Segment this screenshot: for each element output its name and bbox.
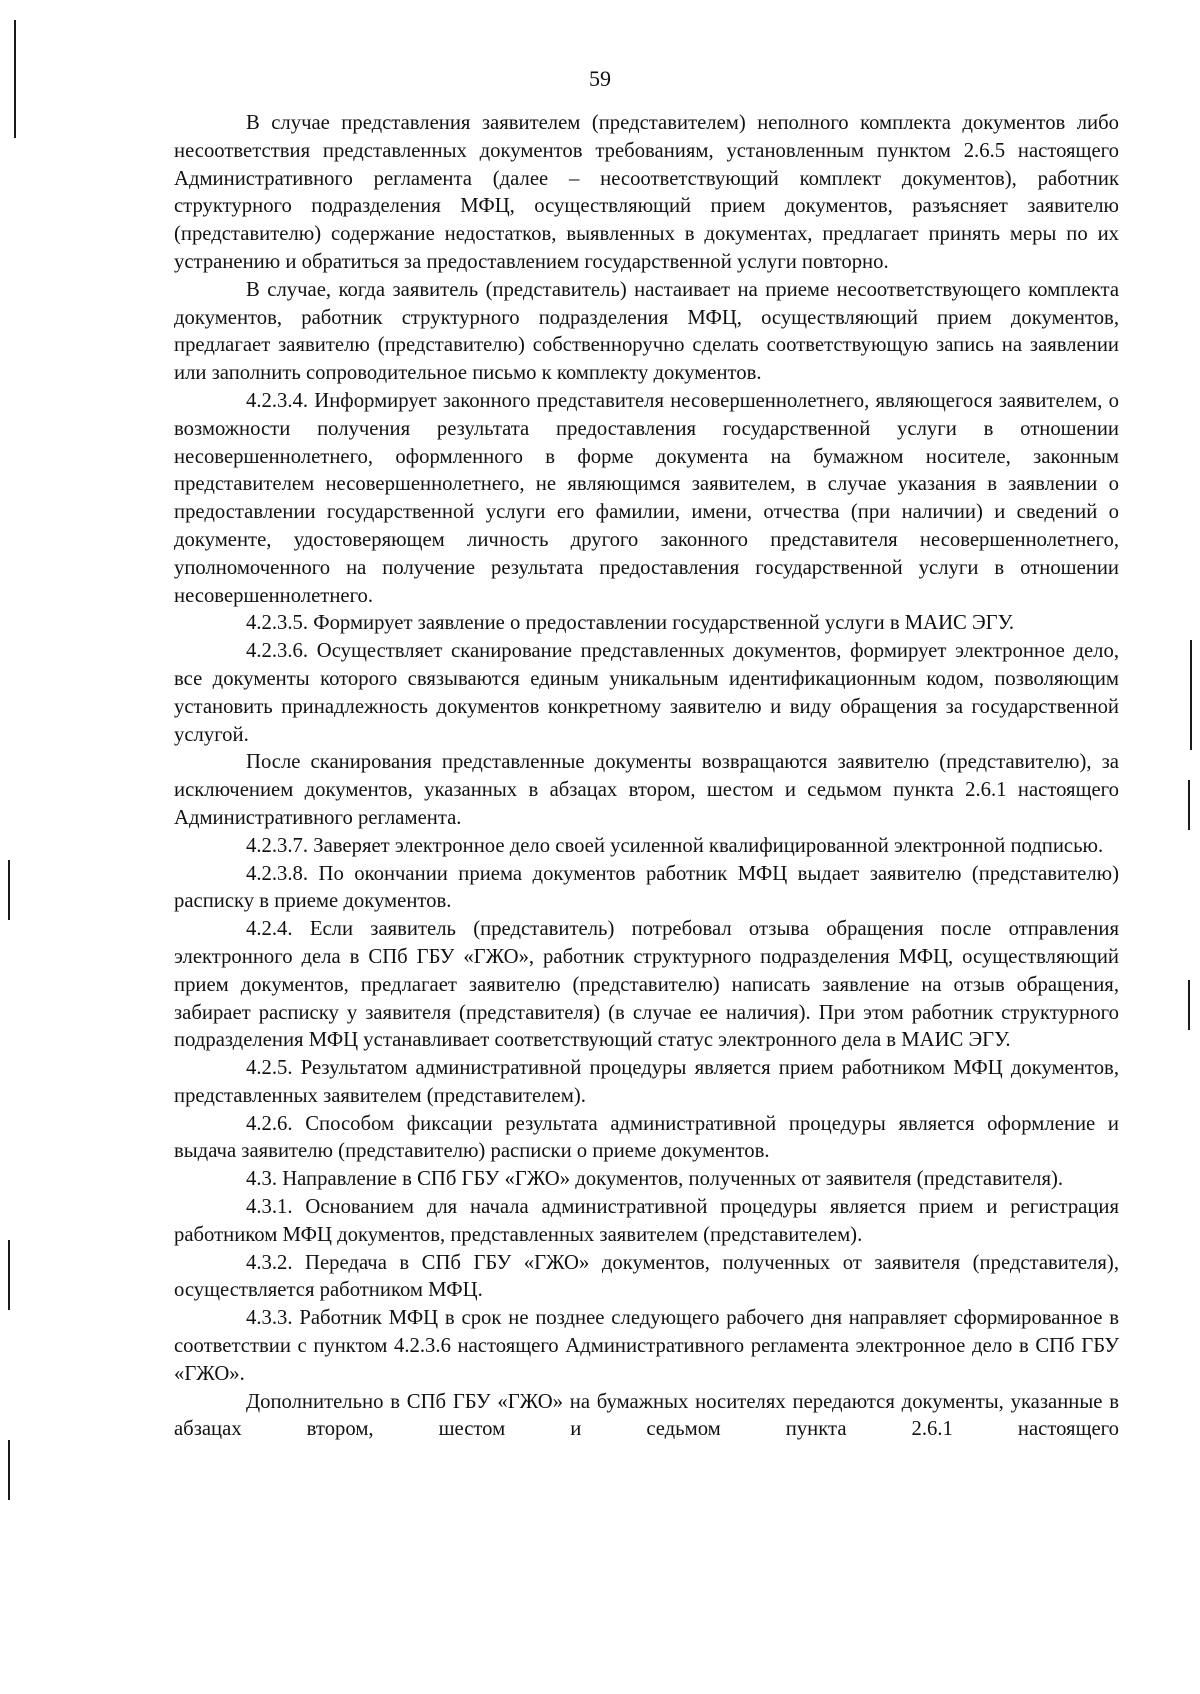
paragraph: 4.2.3.5. Формирует заявление о предоставлении государственной услуги в МАИС ЭГУ. (246, 612, 1015, 635)
paragraph: 4.2.6. Способом фиксации результата административной процедуры является оформление и выдача заявителю (представителю) расписки о приеме документов. (174, 1112, 1119, 1163)
paragraph: 4.2.3.8. По окончании приема документов работник МФЦ выдает заявителю (представителю) расписку в приеме документов. (174, 862, 1119, 913)
scan-artifact-left (8, 860, 10, 920)
scan-artifact-right (1190, 640, 1192, 750)
paragraph: 4.2.3.7. Заверяет электронное дело своей усиленной квалифицированной электронной подписью. (246, 834, 1104, 857)
paragraph: 4.3.2. Передача в СПб ГБУ «ГЖО» документов, полученных от заявителя (представителя), осуществляется работником МФЦ. (174, 1251, 1119, 1302)
scan-artifact-left (8, 1240, 10, 1310)
paragraph: Дополнительно в СПб ГБУ «ГЖО» на бумажных носителях передаются документы, указанные в абзацах втором, шестом и седьмом пункта 2.6.1 настоящего (174, 1390, 1119, 1441)
paragraph: В случае, когда заявитель (представитель) настаивает на приеме несоответствующего комплекта документов, работник структурного подразделения МФЦ, осуществляющий прием документов, предлагает заявителю (представителю) собственноручно сделать соответствующую запись на заявлении или заполнить сопроводительное письмо к комплекту документов. (174, 278, 1119, 385)
paragraph: 4.2.3.4. Информирует законного представителя несовершеннолетнего, являющегося заявителем, о возможности получения результата предоставления государственной услуги в отношении несовершеннолетнего, оформленного в форме документа на бумажном носителе, законным представителем несовершеннолетнего, не являющимся заявителем, в случае указания в заявлении о предоставлении государственной услуги его фамилии, имени, отчества (при наличии) и сведений о документе, удостоверяющем личность другого законного представителя несовершеннолетнего, уполномоченного на получение результата предоставления государственной услуги в отношении несовершеннолетнего. (174, 389, 1119, 607)
paragraph: 4.3.1. Основанием для начала административной процедуры является прием и регистрация работником МФЦ документов, представленных заявителем (представителем). (174, 1196, 1119, 1246)
scan-artifact-right (1188, 780, 1190, 830)
paragraph: 4.2.5. Результатом административной процедуры является прием работником МФЦ документов, представленных заявителем (представителем). (174, 1057, 1119, 1107)
paragraph: 4.2.3.6. Осуществляет сканирование представленных документов, формирует электронное дело, все документы которого связываются единым уникальным идентификационным кодом, позволяющим установить принадлежность документов конкретному заявителю и виду обращения за государственной услугой. (174, 640, 1119, 746)
scan-artifact-right (1188, 980, 1190, 1030)
page-number: 59 (589, 66, 611, 91)
paragraph: 4.2.4. Если заявитель (представитель) потребовал отзыва обращения после отправления электронного дела в СПб ГБУ «ГЖО», работник структурного подразделения МФЦ, осуществляющий прием документов, предлагает заявителю (представителю) написать заявление на отзыв обращения, забирает расписку у заявителя (представителя) (в случае ее наличия). При этом работник структурного подразделения МФЦ устанавливает соответствующий статус электронного дела в МАИС ЭГУ. (174, 918, 1119, 1052)
paragraph: После сканирования представленные документы возвращаются заявителю (представителю), за исключением документов, указанных в абзацах втором, шестом и седьмом пункта 2.6.1 настоящего Административного регламента. (174, 751, 1119, 829)
scan-artifact-left (8, 1440, 10, 1500)
paragraph: 4.3.3. Работник МФЦ в срок не позднее следующего рабочего дня направляет сформированное в соответствии с пунктом 4.2.3.6 настоящего Административного регламента электронное дело в СПб ГБУ «ГЖО». (174, 1307, 1119, 1385)
paragraph: 4.3. Направление в СПб ГБУ «ГЖО» документов, полученных от заявителя (представителя). (246, 1168, 1064, 1191)
document-body (174, 110, 1119, 1444)
paragraph: В случае представления заявителем (представителем) неполного комплекта документов либо несоответствия представленных документов требованиям, установленным пунктом 2.6.5 настоящего Административного регламента (далее – несоответствующий комплект документов), работник структурного подразделения МФЦ, осуществляющий прием документов, разъясняет заявителю (представителю) содержание недостатков, выявленных в документах, предлагает принять меры по их устранению и обратиться за предоставлением государственной услуги повторно. (174, 112, 1119, 273)
